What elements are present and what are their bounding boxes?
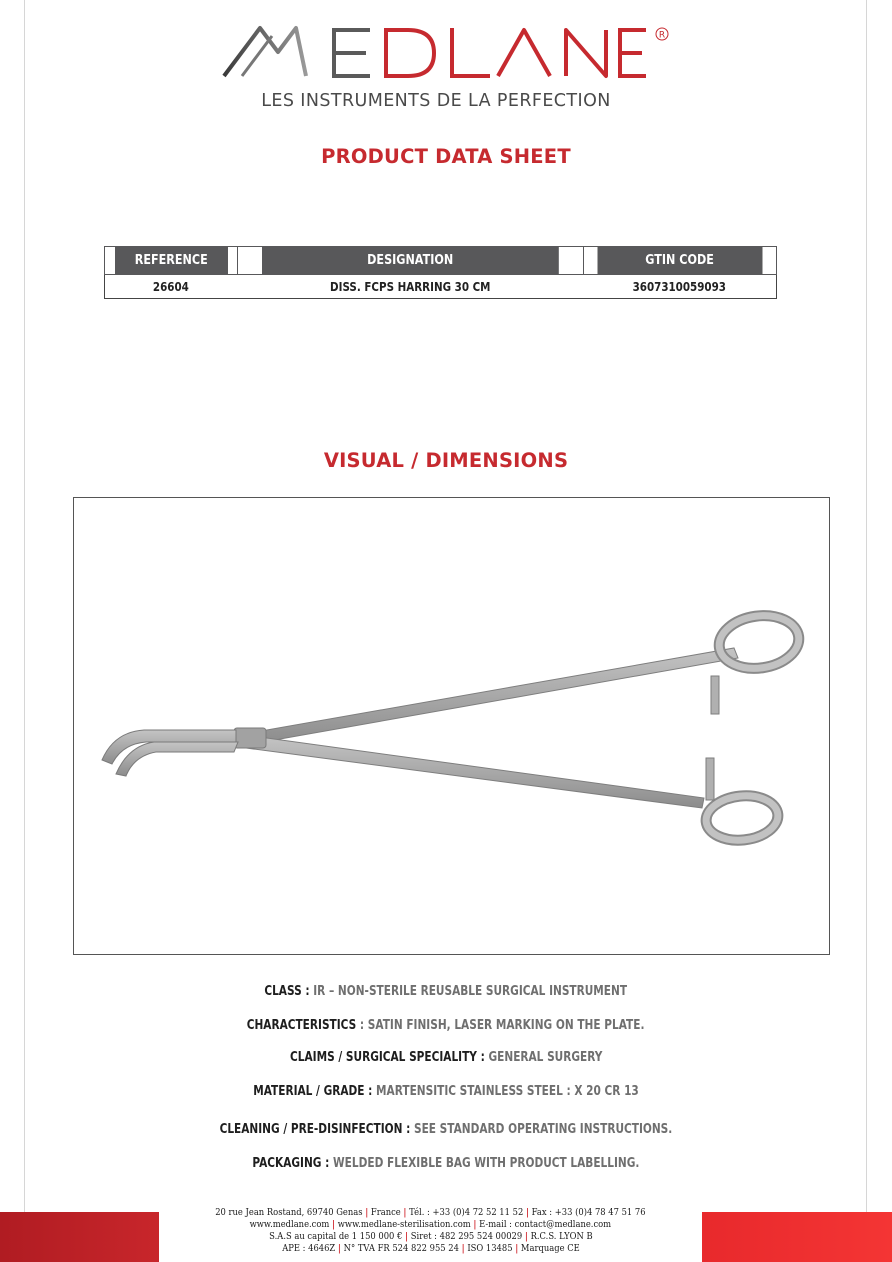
- footer-line-address: [215, 1207, 645, 1219]
- spec-value: SEE STANDARD OPERATING INSTRUCTIONS.: [410, 1122, 673, 1137]
- footer-email[interactable]: E-mail : contact@medlane.com: [479, 1220, 612, 1230]
- footer-ape: APE : 4646Z: [281, 1244, 335, 1254]
- header-designation: DESIGNATION: [261, 247, 559, 275]
- footer-line-legal: [269, 1231, 592, 1243]
- footer-separator: |: [461, 1244, 465, 1254]
- footer-separator: |: [524, 1232, 528, 1242]
- footer-line-registration: [282, 1243, 580, 1255]
- footer-iso: ISO 13485: [466, 1244, 513, 1254]
- reference-value: 26604: [153, 279, 189, 294]
- footer-vat: N° TVA FR 524 822 955 24: [343, 1244, 459, 1254]
- spec-value: WELDED FLEXIBLE BAG WITH PRODUCT LABELLING.: [329, 1156, 640, 1171]
- spec-label: CHARACTERISTICS: [247, 1018, 357, 1033]
- spec-label: PACKAGING :: [252, 1156, 330, 1171]
- visual-dimensions-title: VISUAL / DIMENSIONS: [323, 449, 569, 472]
- footer-siret: Siret : 482 295 524 00029: [410, 1232, 522, 1242]
- footer-separator: |: [404, 1232, 408, 1242]
- spec-label: MATERIAL / GRADE :: [253, 1084, 373, 1099]
- spec-value: MARTENSITIC STAINLESS STEEL : X 20 CR 13: [372, 1084, 639, 1099]
- spec-label: CLEANING / PRE-DISINFECTION :: [219, 1122, 411, 1137]
- header-reference: REFERENCE: [114, 247, 228, 275]
- registered-mark: R: [658, 30, 666, 41]
- spec-label: CLAIMS / SURGICAL SPECIALITY :: [289, 1050, 485, 1065]
- footer-capital: S.A.S au capital de 1 150 000 €: [268, 1232, 402, 1242]
- spec-material: [0, 1084, 892, 1099]
- spec-claims: [0, 1050, 892, 1065]
- spec-characteristics: [0, 1018, 892, 1033]
- medlane-wordmark-logo: [220, 22, 680, 88]
- footer-red-bar-left: [0, 1212, 159, 1262]
- medlane-logo: [220, 22, 680, 122]
- footer-separator: |: [332, 1220, 336, 1230]
- footer-phone: Tél. : +33 (0)4 72 52 11 52: [409, 1208, 524, 1218]
- footer-separator: |: [514, 1244, 518, 1254]
- footer-country: France: [371, 1208, 401, 1218]
- footer-red-bar-right: [702, 1212, 892, 1262]
- spec-value: IR – NON-STERILE REUSABLE SURGICAL INSTRUMENT: [309, 984, 628, 999]
- footer-separator: |: [473, 1220, 477, 1230]
- footer-line-web: [250, 1219, 612, 1231]
- footer-website[interactable]: www.medlane.com: [249, 1220, 330, 1230]
- product-reference-table: [104, 246, 777, 299]
- spec-class: [0, 984, 892, 999]
- footer-separator: |: [365, 1208, 369, 1218]
- cell-designation: [237, 275, 583, 299]
- cell-gtin: [583, 275, 776, 299]
- footer-separator: |: [403, 1208, 407, 1218]
- footer-fax: Fax : +33 (0)4 78 47 51 76: [531, 1208, 646, 1218]
- spec-cleaning: [0, 1122, 892, 1137]
- footer-address: 20 rue Jean Rostand, 69740 Genas: [215, 1208, 363, 1218]
- product-data-sheet-title: PRODUCT DATA SHEET: [321, 145, 571, 168]
- gtin-value: 3607310059093: [633, 279, 727, 294]
- company-footer: [159, 1207, 702, 1255]
- header-gtin-code: GTIN CODE: [597, 247, 763, 275]
- designation-value: DISS. FCPS HARRING 30 CM: [329, 279, 491, 294]
- table-header-row: [105, 247, 777, 275]
- footer-website-sterilisation[interactable]: www.medlane-sterilisation.com: [337, 1220, 471, 1230]
- forceps-illustration: [74, 498, 828, 953]
- product-visual-frame: [73, 497, 830, 955]
- table-row: [105, 275, 777, 299]
- footer-separator: |: [526, 1208, 530, 1218]
- brand-tagline: LES INSTRUMENTS DE LA PERFECTION: [261, 91, 611, 111]
- cell-reference: [105, 275, 238, 299]
- footer-rcs: R.C.S. LYON B: [530, 1232, 593, 1242]
- spec-value: : SATIN FINISH, LASER MARKING ON THE PLATE.: [356, 1018, 645, 1033]
- spec-packaging: [0, 1156, 892, 1171]
- spec-value: GENERAL SURGERY: [484, 1050, 603, 1065]
- spec-label: CLASS :: [264, 984, 310, 999]
- footer-ce-marking: Marquage CE: [520, 1244, 580, 1254]
- footer-separator: |: [337, 1244, 341, 1254]
